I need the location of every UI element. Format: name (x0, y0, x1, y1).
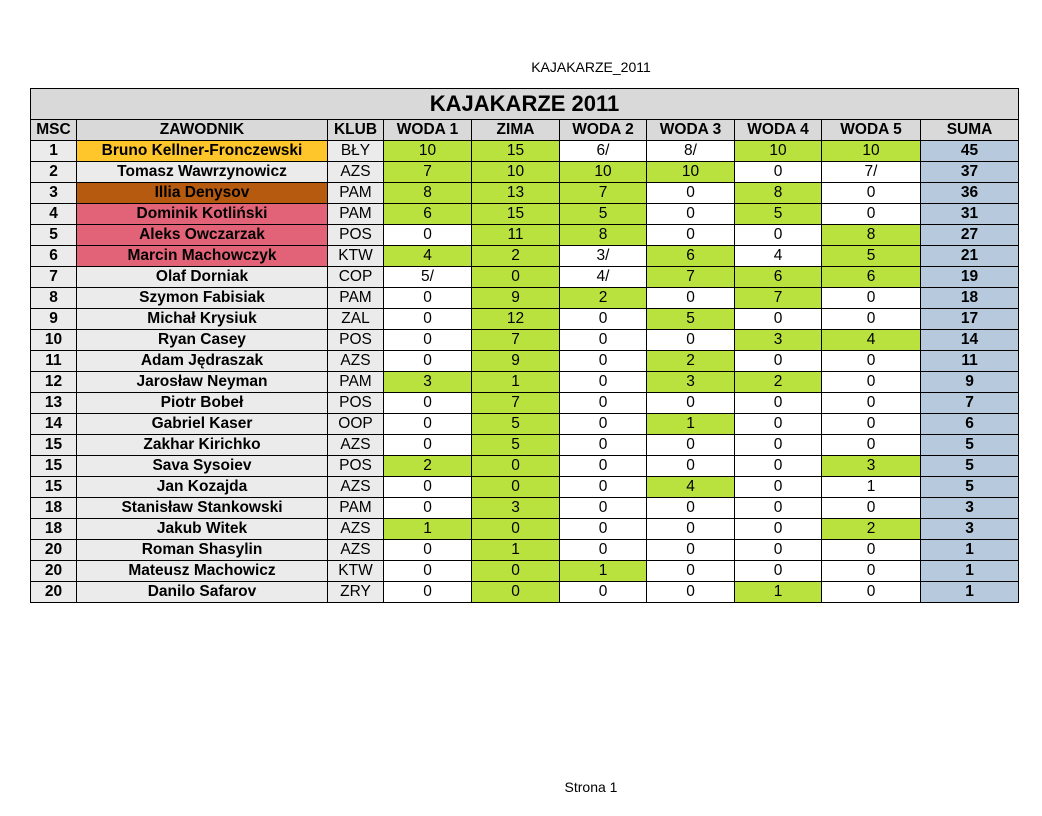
score-cell: 0 (735, 477, 822, 498)
score-cell: 0 (735, 162, 822, 183)
score-cell: 0 (822, 309, 921, 330)
score-cell: 8 (384, 183, 472, 204)
sum-cell: 37 (921, 162, 1019, 183)
score-cell: 0 (822, 435, 921, 456)
sum-cell: 5 (921, 435, 1019, 456)
table-row (31, 267, 1019, 288)
athlete-name-cell: Marcin Machowczyk (77, 246, 328, 267)
table-row (31, 330, 1019, 351)
score-cell: 0 (735, 561, 822, 582)
score-cell: 0 (560, 351, 647, 372)
score-cell: 1 (822, 477, 921, 498)
club-cell: AZS (328, 477, 384, 498)
column-header-woda-1: WODA 1 (384, 120, 472, 141)
place-cell: 10 (31, 330, 77, 351)
sum-cell: 9 (921, 372, 1019, 393)
score-cell: 3 (735, 330, 822, 351)
sum-cell: 5 (921, 477, 1019, 498)
club-cell: PAM (328, 288, 384, 309)
table-row (31, 183, 1019, 204)
club-cell: AZS (328, 435, 384, 456)
table-row (31, 288, 1019, 309)
athlete-name-cell: Danilo Safarov (77, 582, 328, 603)
sum-cell: 3 (921, 498, 1019, 519)
score-cell: 10 (472, 162, 560, 183)
club-cell: AZS (328, 540, 384, 561)
score-cell: 5 (472, 414, 560, 435)
sum-cell: 11 (921, 351, 1019, 372)
score-cell: 0 (822, 561, 921, 582)
score-cell: 8 (735, 183, 822, 204)
score-cell: 0 (384, 225, 472, 246)
score-cell: 0 (560, 309, 647, 330)
table-row (31, 351, 1019, 372)
score-cell: 4 (735, 246, 822, 267)
athlete-name-cell: Aleks Owczarzak (77, 225, 328, 246)
score-cell: 6 (384, 204, 472, 225)
score-cell: 0 (384, 582, 472, 603)
page-footer: Strona 1 (564, 779, 618, 795)
score-cell: 1 (384, 519, 472, 540)
column-header-zima: ZIMA (472, 120, 560, 141)
place-cell: 20 (31, 582, 77, 603)
score-cell: 4/ (560, 267, 647, 288)
score-cell: 0 (560, 372, 647, 393)
score-cell: 0 (384, 561, 472, 582)
column-header-msc: MSC (31, 120, 77, 141)
score-cell: 5/ (384, 267, 472, 288)
sum-cell: 1 (921, 582, 1019, 603)
table-row (31, 414, 1019, 435)
score-cell: 0 (647, 456, 735, 477)
score-cell: 2 (472, 246, 560, 267)
score-cell: 0 (822, 204, 921, 225)
club-cell: POS (328, 225, 384, 246)
column-header-woda-5: WODA 5 (822, 120, 921, 141)
header-row (31, 120, 1019, 141)
score-cell: 7 (472, 393, 560, 414)
score-cell: 7 (384, 162, 472, 183)
column-header-woda-4: WODA 4 (735, 120, 822, 141)
club-cell: PAM (328, 498, 384, 519)
column-header-suma: SUMA (921, 120, 1019, 141)
athlete-name-cell: Jarosław Neyman (77, 372, 328, 393)
score-cell: 0 (647, 183, 735, 204)
athlete-name-cell: Sava Sysoiev (77, 456, 328, 477)
score-cell: 0 (647, 393, 735, 414)
score-cell: 6/ (560, 141, 647, 162)
place-cell: 12 (31, 372, 77, 393)
score-cell: 0 (822, 183, 921, 204)
column-header-woda-3: WODA 3 (647, 120, 735, 141)
sum-cell: 1 (921, 540, 1019, 561)
score-cell: 1 (472, 372, 560, 393)
athlete-name-cell: Dominik Kotliński (77, 204, 328, 225)
score-cell: 0 (384, 330, 472, 351)
score-cell: 0 (647, 561, 735, 582)
place-cell: 15 (31, 435, 77, 456)
table-row (31, 519, 1019, 540)
score-cell: 1 (735, 582, 822, 603)
table-row (31, 456, 1019, 477)
sum-cell: 1 (921, 561, 1019, 582)
score-cell: 12 (472, 309, 560, 330)
club-cell: OOP (328, 414, 384, 435)
club-cell: AZS (328, 519, 384, 540)
sum-cell: 5 (921, 456, 1019, 477)
score-cell: 15 (472, 141, 560, 162)
column-header-klub: KLUB (328, 120, 384, 141)
athlete-name-cell: Szymon Fabisiak (77, 288, 328, 309)
score-cell: 0 (560, 435, 647, 456)
score-cell: 0 (472, 561, 560, 582)
sum-cell: 31 (921, 204, 1019, 225)
athlete-name-cell: Gabriel Kaser (77, 414, 328, 435)
athlete-name-cell: Bruno Kellner-Fronczewski (77, 141, 328, 162)
athlete-name-cell: Olaf Dorniak (77, 267, 328, 288)
score-cell: 3 (472, 498, 560, 519)
page-header: KAJAKARZE_2011 (531, 59, 651, 75)
sum-cell: 19 (921, 267, 1019, 288)
score-cell: 2 (822, 519, 921, 540)
place-cell: 1 (31, 141, 77, 162)
score-cell: 8/ (647, 141, 735, 162)
score-cell: 10 (647, 162, 735, 183)
club-cell: AZS (328, 351, 384, 372)
score-cell: 0 (560, 330, 647, 351)
score-cell: 0 (647, 204, 735, 225)
score-cell: 0 (822, 351, 921, 372)
score-cell: 0 (647, 498, 735, 519)
table-row (31, 540, 1019, 561)
score-cell: 4 (822, 330, 921, 351)
score-cell: 0 (560, 393, 647, 414)
score-cell: 0 (472, 582, 560, 603)
score-cell: 3/ (560, 246, 647, 267)
club-cell: POS (328, 393, 384, 414)
athlete-name-cell: Adam Jędraszak (77, 351, 328, 372)
table-row (31, 393, 1019, 414)
score-cell: 0 (735, 435, 822, 456)
place-cell: 8 (31, 288, 77, 309)
score-cell: 4 (647, 477, 735, 498)
sum-cell: 3 (921, 519, 1019, 540)
table-row (31, 309, 1019, 330)
place-cell: 5 (31, 225, 77, 246)
sum-cell: 18 (921, 288, 1019, 309)
club-cell: KTW (328, 561, 384, 582)
place-cell: 15 (31, 477, 77, 498)
score-cell: 0 (647, 540, 735, 561)
score-cell: 0 (560, 456, 647, 477)
score-cell: 0 (735, 351, 822, 372)
score-cell: 10 (735, 141, 822, 162)
place-cell: 18 (31, 519, 77, 540)
score-cell: 0 (560, 414, 647, 435)
score-cell: 5 (647, 309, 735, 330)
club-cell: POS (328, 456, 384, 477)
sum-cell: 6 (921, 414, 1019, 435)
score-cell: 0 (384, 351, 472, 372)
score-cell: 0 (472, 519, 560, 540)
score-cell: 0 (735, 393, 822, 414)
score-cell: 1 (472, 540, 560, 561)
score-cell: 8 (822, 225, 921, 246)
table-row (31, 435, 1019, 456)
athlete-name-cell: Jakub Witek (77, 519, 328, 540)
sum-cell: 21 (921, 246, 1019, 267)
score-cell: 2 (560, 288, 647, 309)
score-cell: 0 (560, 519, 647, 540)
title-row (31, 89, 1019, 120)
score-cell: 3 (822, 456, 921, 477)
results-table (30, 88, 1019, 603)
score-cell: 0 (822, 288, 921, 309)
score-cell: 2 (384, 456, 472, 477)
score-cell: 0 (560, 498, 647, 519)
score-cell: 0 (822, 582, 921, 603)
place-cell: 3 (31, 183, 77, 204)
club-cell: AZS (328, 162, 384, 183)
score-cell: 15 (472, 204, 560, 225)
place-cell: 4 (31, 204, 77, 225)
score-cell: 0 (384, 477, 472, 498)
score-cell: 0 (735, 309, 822, 330)
club-cell: BŁY (328, 141, 384, 162)
score-cell: 0 (384, 498, 472, 519)
score-cell: 0 (384, 414, 472, 435)
table-row (31, 162, 1019, 183)
place-cell: 6 (31, 246, 77, 267)
score-cell: 3 (384, 372, 472, 393)
athlete-name-cell: Piotr Bobeł (77, 393, 328, 414)
score-cell: 0 (384, 309, 472, 330)
sum-cell: 7 (921, 393, 1019, 414)
score-cell: 10 (822, 141, 921, 162)
score-cell: 7 (472, 330, 560, 351)
place-cell: 11 (31, 351, 77, 372)
score-cell: 13 (472, 183, 560, 204)
table-row (31, 246, 1019, 267)
place-cell: 7 (31, 267, 77, 288)
club-cell: PAM (328, 204, 384, 225)
score-cell: 0 (822, 414, 921, 435)
score-cell: 6 (822, 267, 921, 288)
athlete-name-cell: Illia Denysov (77, 183, 328, 204)
score-cell: 0 (647, 288, 735, 309)
score-cell: 0 (472, 477, 560, 498)
score-cell: 7 (560, 183, 647, 204)
sum-cell: 36 (921, 183, 1019, 204)
sum-cell: 27 (921, 225, 1019, 246)
score-cell: 0 (384, 393, 472, 414)
club-cell: ZAL (328, 309, 384, 330)
score-cell: 0 (735, 519, 822, 540)
score-cell: 2 (735, 372, 822, 393)
score-cell: 0 (472, 267, 560, 288)
score-cell: 0 (560, 540, 647, 561)
score-cell: 10 (560, 162, 647, 183)
score-cell: 0 (384, 288, 472, 309)
club-cell: POS (328, 330, 384, 351)
table-row (31, 225, 1019, 246)
score-cell: 7 (735, 288, 822, 309)
place-cell: 9 (31, 309, 77, 330)
place-cell: 20 (31, 540, 77, 561)
place-cell: 14 (31, 414, 77, 435)
score-cell: 1 (560, 561, 647, 582)
score-cell: 2 (647, 351, 735, 372)
score-cell: 0 (647, 330, 735, 351)
column-header-zawodnik: ZAWODNIK (77, 120, 328, 141)
athlete-name-cell: Jan Kozajda (77, 477, 328, 498)
table-row (31, 498, 1019, 519)
score-cell: 6 (735, 267, 822, 288)
table-row (31, 561, 1019, 582)
sum-cell: 17 (921, 309, 1019, 330)
table-row (31, 477, 1019, 498)
score-cell: 7 (647, 267, 735, 288)
score-cell: 4 (384, 246, 472, 267)
club-cell: PAM (328, 372, 384, 393)
score-cell: 9 (472, 288, 560, 309)
sum-cell: 14 (921, 330, 1019, 351)
table-row (31, 582, 1019, 603)
place-cell: 18 (31, 498, 77, 519)
score-cell: 11 (472, 225, 560, 246)
score-cell: 6 (647, 246, 735, 267)
score-cell: 5 (472, 435, 560, 456)
table-row (31, 141, 1019, 162)
place-cell: 13 (31, 393, 77, 414)
athlete-name-cell: Mateusz Machowicz (77, 561, 328, 582)
score-cell: 8 (560, 225, 647, 246)
table-row (31, 204, 1019, 225)
club-cell: PAM (328, 183, 384, 204)
score-cell: 0 (735, 225, 822, 246)
score-cell: 0 (647, 582, 735, 603)
score-cell: 0 (647, 519, 735, 540)
score-cell: 5 (735, 204, 822, 225)
column-header-woda-2: WODA 2 (560, 120, 647, 141)
score-cell: 0 (472, 456, 560, 477)
score-cell: 5 (822, 246, 921, 267)
score-cell: 1 (647, 414, 735, 435)
table-title: KAJAKARZE 2011 (31, 89, 1019, 120)
score-cell: 0 (735, 540, 822, 561)
score-cell: 0 (647, 435, 735, 456)
table-row (31, 372, 1019, 393)
athlete-name-cell: Zakhar Kirichko (77, 435, 328, 456)
score-cell: 10 (384, 141, 472, 162)
score-cell: 0 (384, 435, 472, 456)
sum-cell: 45 (921, 141, 1019, 162)
athlete-name-cell: Stanisław Stankowski (77, 498, 328, 519)
place-cell: 20 (31, 561, 77, 582)
score-cell: 0 (822, 393, 921, 414)
score-cell: 0 (560, 477, 647, 498)
score-cell: 7/ (822, 162, 921, 183)
athlete-name-cell: Michał Krysiuk (77, 309, 328, 330)
score-cell: 0 (822, 498, 921, 519)
score-cell: 0 (822, 540, 921, 561)
score-cell: 0 (560, 582, 647, 603)
score-cell: 0 (735, 456, 822, 477)
place-cell: 15 (31, 456, 77, 477)
score-cell: 9 (472, 351, 560, 372)
score-cell: 5 (560, 204, 647, 225)
score-cell: 0 (384, 540, 472, 561)
score-cell: 0 (647, 225, 735, 246)
club-cell: COP (328, 267, 384, 288)
club-cell: KTW (328, 246, 384, 267)
club-cell: ZRY (328, 582, 384, 603)
athlete-name-cell: Tomasz Wawrzynowicz (77, 162, 328, 183)
score-cell: 0 (735, 498, 822, 519)
athlete-name-cell: Ryan Casey (77, 330, 328, 351)
score-cell: 0 (735, 414, 822, 435)
score-cell: 3 (647, 372, 735, 393)
score-cell: 0 (822, 372, 921, 393)
athlete-name-cell: Roman Shasylin (77, 540, 328, 561)
place-cell: 2 (31, 162, 77, 183)
